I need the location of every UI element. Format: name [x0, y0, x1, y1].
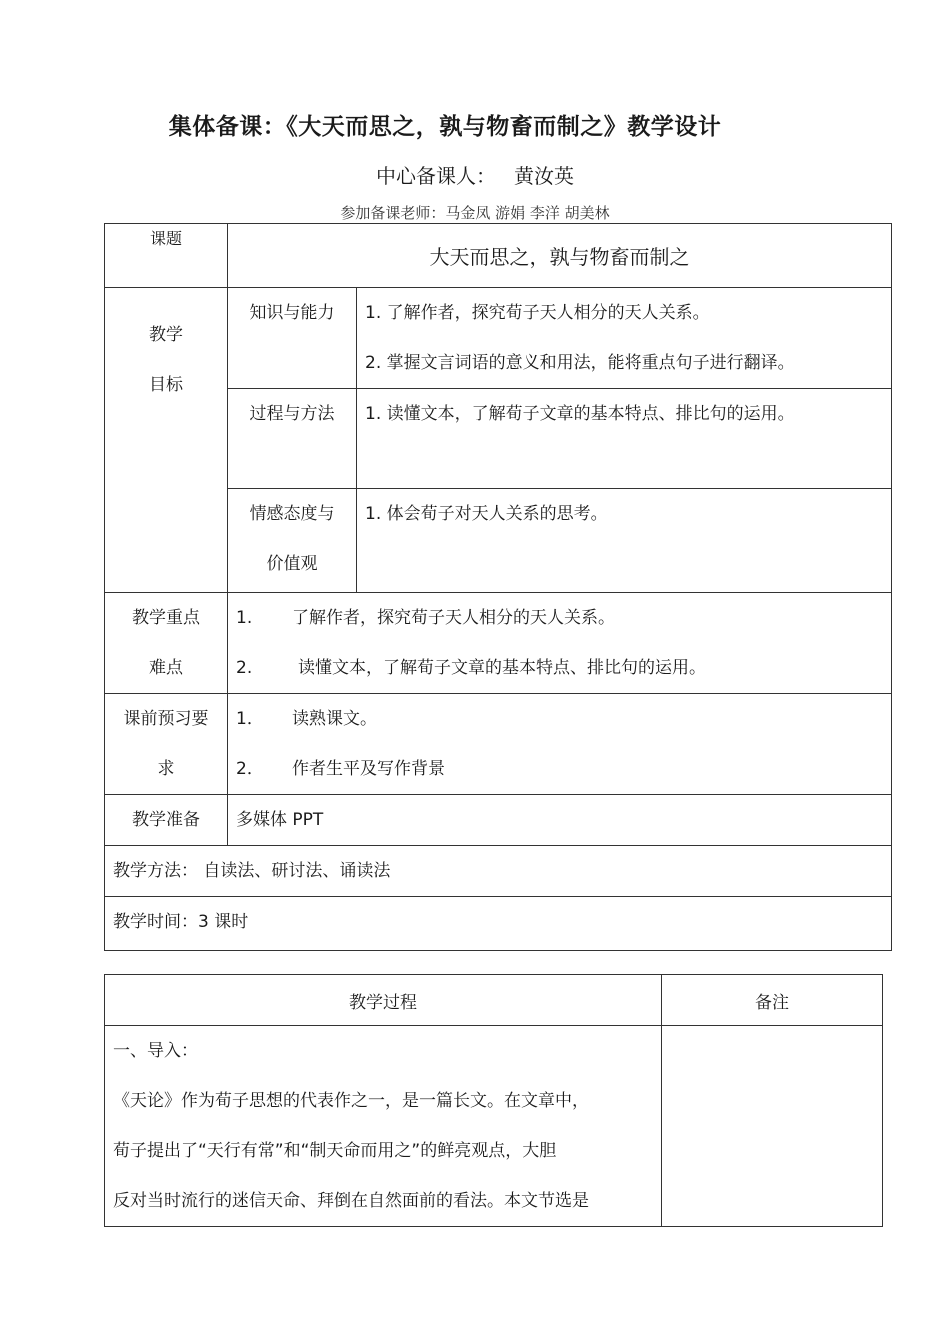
- goal-row-knowledge: [105, 288, 892, 389]
- process-line: 一、导入：: [113, 1041, 198, 1061]
- lesson-info-table: [104, 223, 892, 951]
- key-points-label: 教学重点 难点: [105, 593, 228, 694]
- key-points-row: [105, 593, 892, 694]
- center-preparer: [0, 160, 950, 189]
- goal-attitude-label: 情感态度与 价值观: [228, 489, 357, 593]
- goals-label-line-2: 目标: [149, 375, 183, 395]
- participants-line: 参加备课老师：马金凤 游娟 李洋 胡美林: [340, 204, 610, 222]
- goal-item: 1. 读懂文本，了解荀子文章的基本特点、排比句的运用。: [365, 404, 795, 424]
- method-row: [105, 846, 892, 897]
- process-content-row: [105, 1026, 883, 1227]
- topic-label: 课题: [105, 224, 228, 288]
- preview-item: 1． 读熟课文。: [236, 709, 377, 729]
- goal-attitude-content: [357, 489, 892, 593]
- key-point-item: 2. 读懂文本，了解荀子文章的基本特点、排比句的运用。: [236, 658, 706, 678]
- prep-value: 多媒体 PPT: [228, 795, 892, 846]
- page-title: 集体备课：《大天而思之，孰与物畜而制之》教学设计: [168, 114, 722, 140]
- process-line: 《天论》作为荀子思想的代表作之一，是一篇长文。在文章中，: [113, 1091, 589, 1111]
- process-header: 教学过程: [105, 975, 662, 1026]
- goal-process-content: [357, 389, 892, 489]
- process-line: 荀子提出了“天行有常”和“制天命而用之”的鲜亮观点，大胆: [113, 1141, 557, 1161]
- goal-item: 1. 了解作者，探究荀子天人相分的天人关系。: [365, 303, 710, 323]
- preview-content: [228, 694, 892, 795]
- preview-label: 课前预习要 求: [105, 694, 228, 795]
- topic-row: [105, 224, 892, 288]
- key-point-item: 1. 了解作者，探究荀子天人相分的天人关系。: [236, 608, 615, 628]
- goal-knowledge-content: [357, 288, 892, 389]
- center-preparer-label: 中心备课人：: [376, 164, 496, 188]
- center-preparer-name: 黄汝英: [514, 164, 574, 188]
- goal-item: 2. 掌握文言词语的意义和用法，能将重点句子进行翻译。: [365, 353, 795, 373]
- time-cell: 教学时间：3 课时: [105, 897, 892, 951]
- key-points-content: [228, 593, 892, 694]
- preview-row: [105, 694, 892, 795]
- process-header-row: [105, 975, 883, 1026]
- process-line: 反对当时流行的迷信天命、拜倒在自然面前的看法。本文节选是: [113, 1191, 589, 1211]
- goal-process-label: 过程与方法: [228, 389, 357, 489]
- topic-value: 大天而思之，孰与物畜而制之: [228, 224, 892, 288]
- notes-content: [662, 1026, 883, 1227]
- notes-header: 备注: [662, 975, 883, 1026]
- teaching-process-table: [104, 974, 883, 1227]
- preview-item: 2． 作者生平及写作背景: [236, 759, 445, 779]
- prep-row: [105, 795, 892, 846]
- method-cell: 教学方法： 自读法、研讨法、诵读法: [105, 846, 892, 897]
- process-content: [105, 1026, 662, 1227]
- time-row: [105, 897, 892, 951]
- goal-item: 1. 体会荀子对天人关系的思考。: [365, 504, 608, 524]
- goals-label-line-1: 教学: [149, 325, 183, 345]
- goal-knowledge-label: 知识与能力: [228, 288, 357, 389]
- prep-label: 教学准备: [105, 795, 228, 846]
- goals-label-cell: [105, 288, 228, 593]
